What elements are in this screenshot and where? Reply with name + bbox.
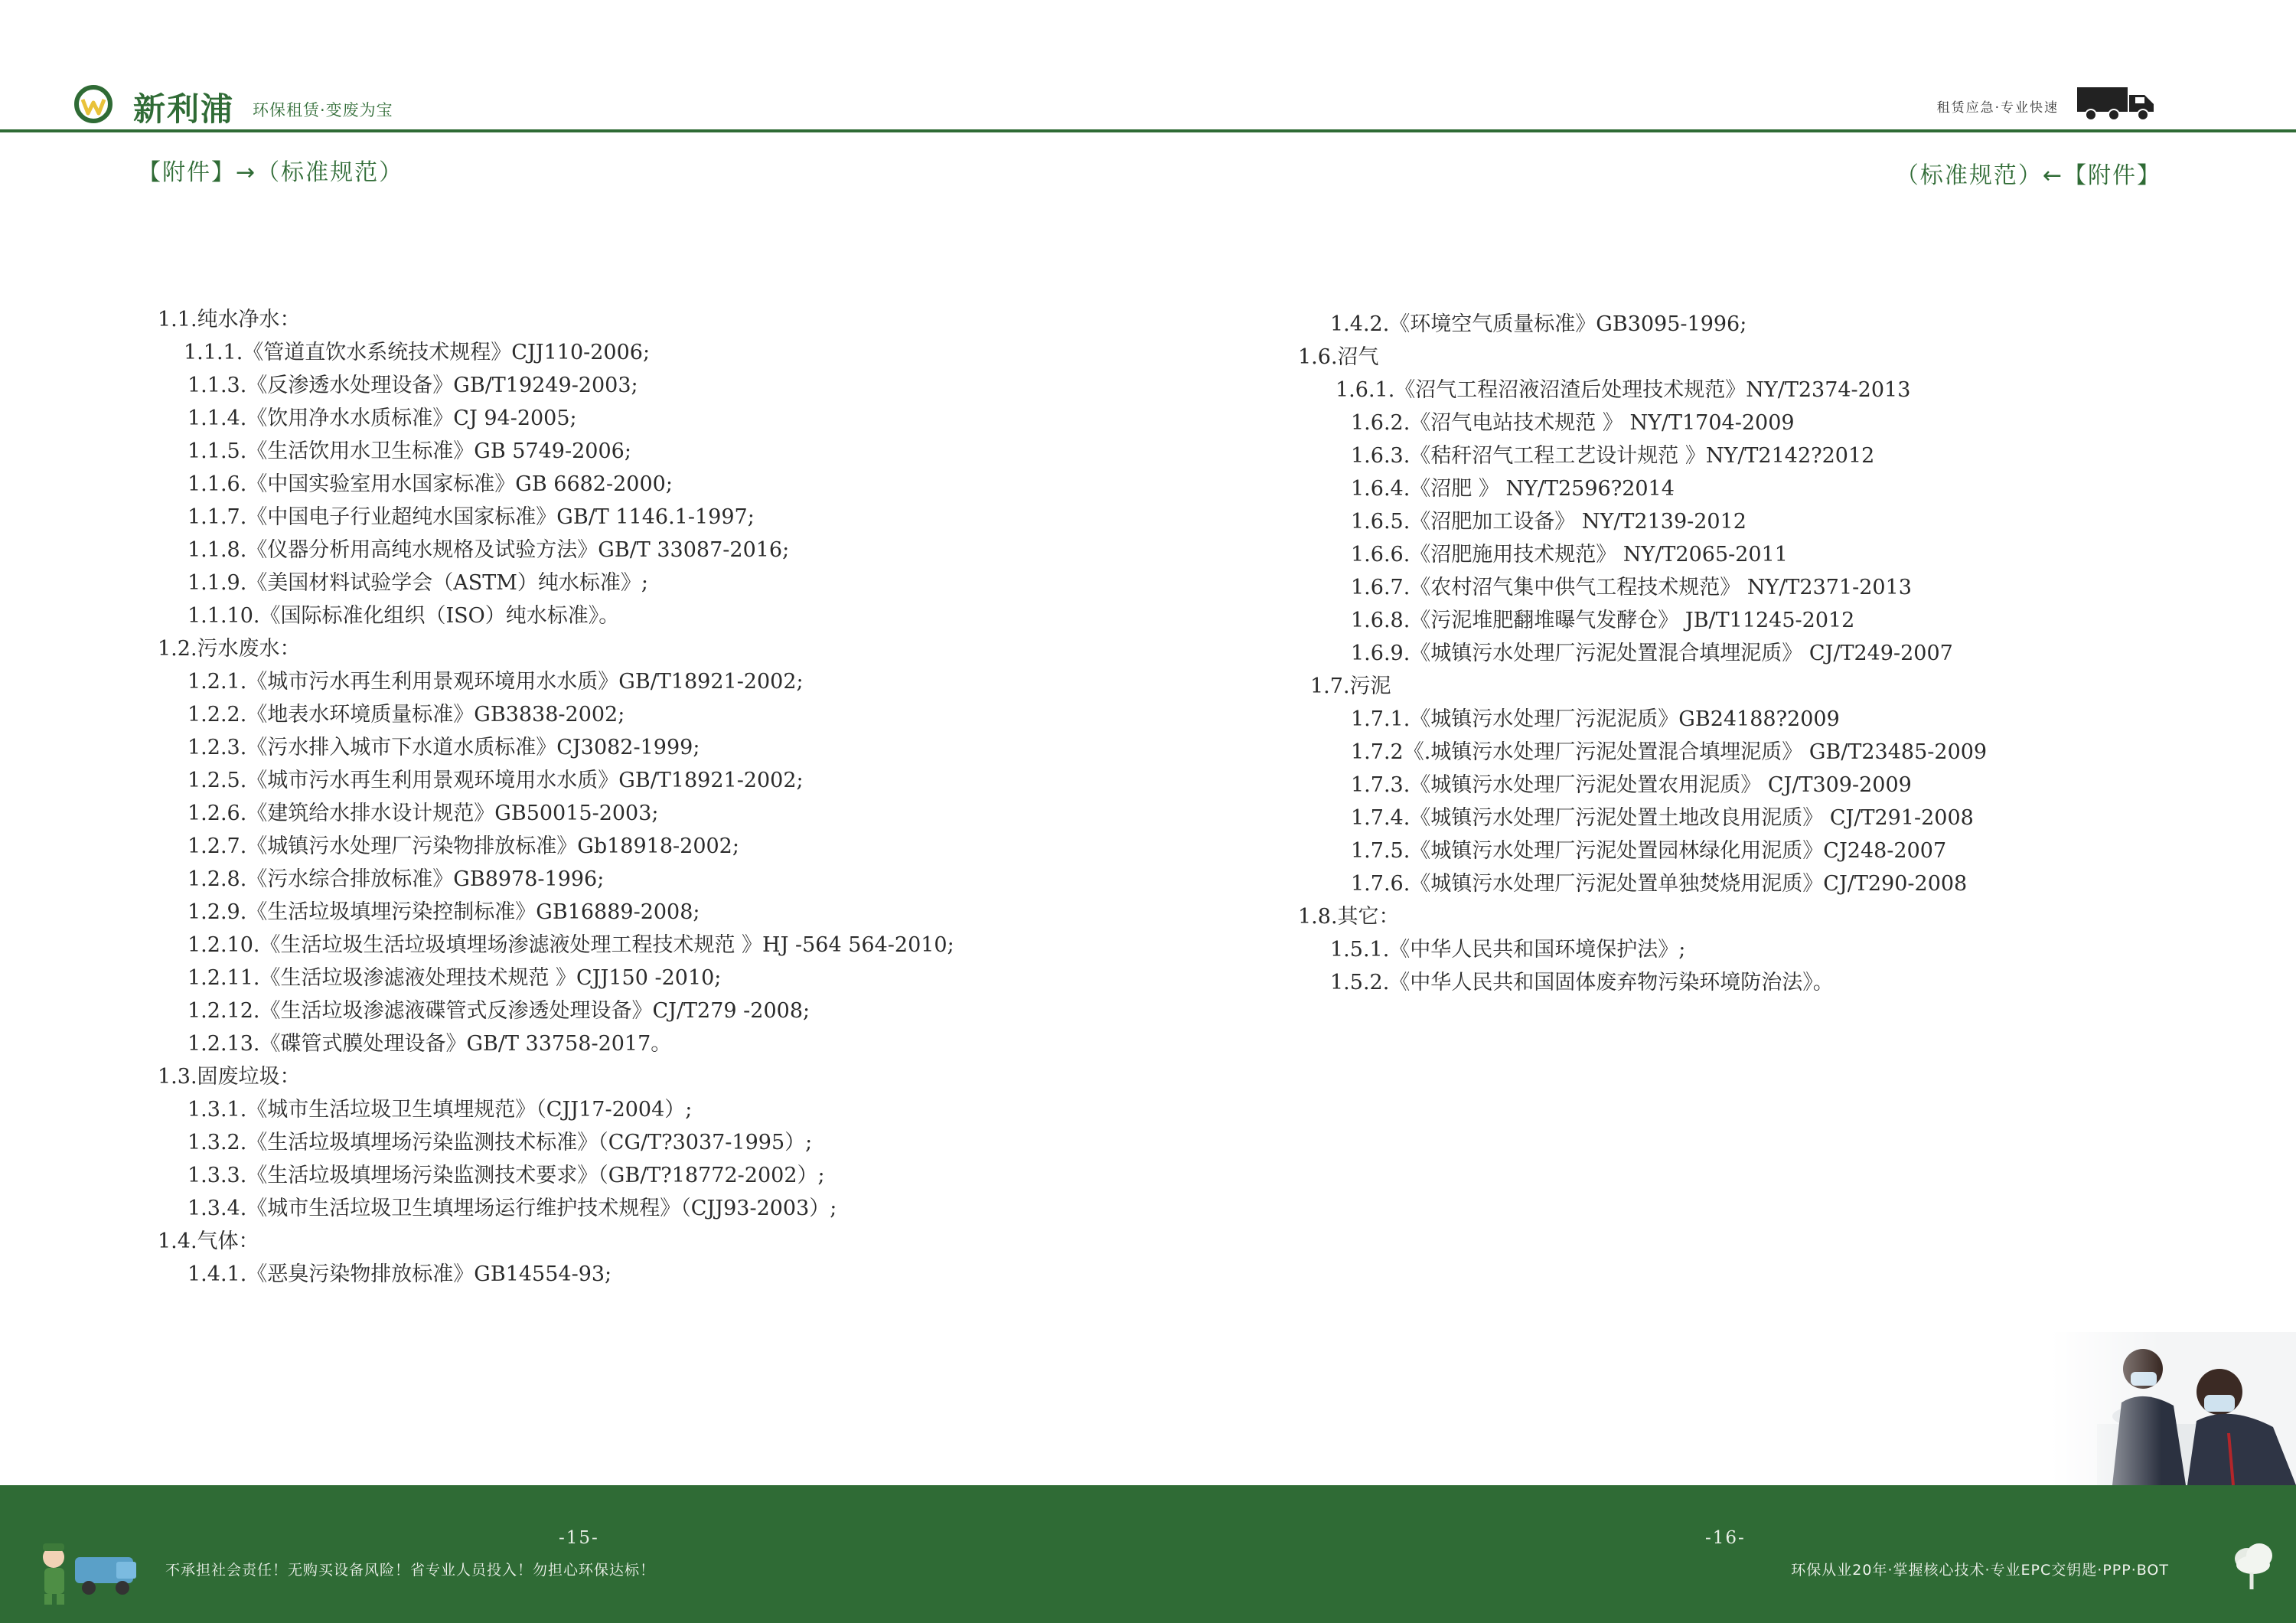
list-item: 1.7.1.《城镇污水处理厂污泥泥质》GB24188?2009 [1351,707,1840,731]
list-item: 1.4.1.《恶臭污染物排放标准》GB14554-93; [188,1262,612,1286]
lab-photo [2051,1332,2296,1485]
list-item: 1.2.1.《城市污水再生利用景观环境用水水质》GB/T18921-2002; [188,670,804,694]
list-item: 1.7.4.《城镇污水处理厂污泥处置土地改良用泥质》 CJ/T291-2008 [1351,806,1974,830]
truck-icon [2076,83,2157,122]
list-item: 1.1.9.《美国材料试验学会（ASTM）纯水标准》; [188,571,649,595]
list-item: 1.5.1.《中华人民共和国环境保护法》; [1330,938,1686,962]
list-item: 1.3.4.《城市生活垃圾卫生填埋场运行维护技术规程》（CJJ93-2003）; [188,1197,837,1220]
list-heading: 1.3.固废垃圾： [158,1065,301,1089]
list-item: 1.2.9.《生活垃圾填埋污染控制标准》GB16889-2008; [188,900,700,924]
list-item: 1.6.8.《污泥堆肥翻堆曝气发酵仓》 JB/T11245-2012 [1351,609,1855,632]
list-item: 1.2.11.《生活垃圾渗滤液处理技术规范 》CJJ150 -2010; [188,966,722,990]
list-item: 1.1.1.《管道直饮水系统技术规程》CJJ110-2006; [184,341,651,364]
list-item: 1.7.6.《城镇污水处理厂污泥处置单独焚烧用泥质》CJ/T290-2008 [1351,872,1968,896]
footer-left-text: 不承担社会责任！无购买设备风险！省专业人员投入！勿担心环保达标！ [165,1562,656,1579]
list-item: 1.2.7.《城镇污水处理厂污染物排放标准》Gb18918-2002; [188,834,739,858]
list-item: 1.2.10.《生活垃圾生活垃圾填埋场渗滤液处理工程技术规范 》HJ -564 564-2010; [188,933,954,957]
list-heading: 1.1.纯水净水： [158,308,301,331]
breadcrumb-left: 【附件】→（标准规范） [138,159,404,186]
list-heading: 1.8.其它： [1298,905,1400,929]
mascot-truck-icon [31,1531,145,1608]
list-item: 1.2.13.《碟管式膜处理设备》GB/T 33758-2017。 [188,1032,672,1056]
list-item: 1.6.7.《农村沼气集中供气工程技术规范》 NY/T2371-2013 [1351,576,1912,599]
brand-name: 新利浦 [133,90,235,128]
list-item: 1.6.1.《沼气工程沼液沼渣后处理技术规范》NY/T2374-2013 [1336,378,1911,402]
header-divider [0,129,2296,132]
page-number-right: -16- [1705,1528,1746,1548]
list-item: 1.2.3.《污水排入城市下水道水质标准》CJ3082-1999; [188,736,700,759]
list-item: 1.6.4.《沼肥 》 NY/T2596?2014 [1351,477,1675,501]
list-heading: 1.2.污水废水： [158,637,301,661]
list-item: 1.1.10.《国际标准化组织（ISO）纯水标准》。 [188,604,620,628]
list-item: 1.2.2.《地表水环境质量标准》GB3838-2002; [188,703,625,727]
page-number-left: -15- [559,1528,599,1548]
list-heading: 1.6.沼气 [1298,345,1379,369]
list-item: 1.1.6.《中国实验室用水国家标准》GB 6682-2000; [188,472,673,496]
list-item: 1.2.8.《污水综合排放标准》GB8978-1996; [188,867,605,891]
list-item: 1.2.6.《建筑给水排水设计规范》GB50015-2003; [188,802,659,825]
brand-slogan: 环保租赁·变废为宝 [253,101,393,119]
list-item: 1.6.9.《城镇污水处理厂污泥处置混合填埋泥质》 CJ/T249-2007 [1351,642,1953,665]
list-item: 1.7.5.《城镇污水处理厂污泥处置园林绿化用泥质》CJ248-2007 [1351,839,1947,863]
footer-right-text: 环保从业20年·掌握核心技术·专业EPC交钥匙·PPP·BOT [1791,1562,2169,1579]
list-item: 1.2.5.《城市污水再生利用景观环境用水水质》GB/T18921-2002; [188,769,804,792]
list-item: 1.3.1.《城市生活垃圾卫生填埋规范》（CJJ17-2004）; [188,1098,693,1122]
list-item: 1.6.6.《沼肥施用技术规范》 NY/T2065-2011 [1351,543,1788,567]
list-item: 1.5.2.《中华人民共和国固体废弃物污染环境防治法》。 [1330,971,1834,994]
list-item: 1.1.3.《反渗透水处理设备》GB/T19249-2003; [188,374,638,397]
list-item: 1.4.2.《环境空气质量标准》GB3095-1996; [1330,312,1747,336]
list-item: 1.1.5.《生活饮用水卫生标准》GB 5749-2006; [188,439,631,463]
list-item: 1.2.12.《生活垃圾渗滤液碟管式反渗透处理设备》CJ/T279 -2008; [188,999,810,1023]
list-item: 1.6.5.《沼肥加工设备》 NY/T2139-2012 [1351,510,1746,534]
list-item: 1.6.2.《沼气电站技术规范 》 NY/T1704-2009 [1351,411,1795,435]
list-item: 1.3.3.《生活垃圾填埋场污染监测技术要求》（GB/T?18772-2002）; [188,1164,825,1187]
list-item: 1.7.2《.城镇污水处理厂污泥处置混合填埋泥质》 GB/T23485-2009 [1351,740,1988,764]
list-heading: 1.7.污泥 [1310,674,1391,698]
list-item: 1.7.3.《城镇污水处理厂污泥处置农用泥质》 CJ/T309-2009 [1351,773,1912,797]
list-item: 1.1.8.《仪器分析用高纯水规格及试验方法》GB/T 33087-2016; [188,538,790,562]
list-item: 1.1.4.《饮用净水水质标准》CJ 94-2005; [188,407,577,430]
list-heading: 1.4.气体： [158,1229,259,1253]
list-item: 1.6.3.《秸秆沼气工程工艺设计规范 》NY/T2142?2012 [1351,444,1875,468]
logo-icon [73,84,113,124]
header-tagline: 租赁应急·专业快速 [1936,100,2059,116]
cloud-icon [2230,1540,2278,1592]
breadcrumb-right: （标准规范）←【附件】 [1895,162,2161,189]
list-item: 1.1.7.《中国电子行业超纯水国家标准》GB/T 1146.1-1997; [188,505,755,529]
footer-band [0,1485,2296,1623]
list-item: 1.3.2.《生活垃圾填埋场污染监测技术标准》（CG/T?3037-1995）; [188,1131,813,1154]
